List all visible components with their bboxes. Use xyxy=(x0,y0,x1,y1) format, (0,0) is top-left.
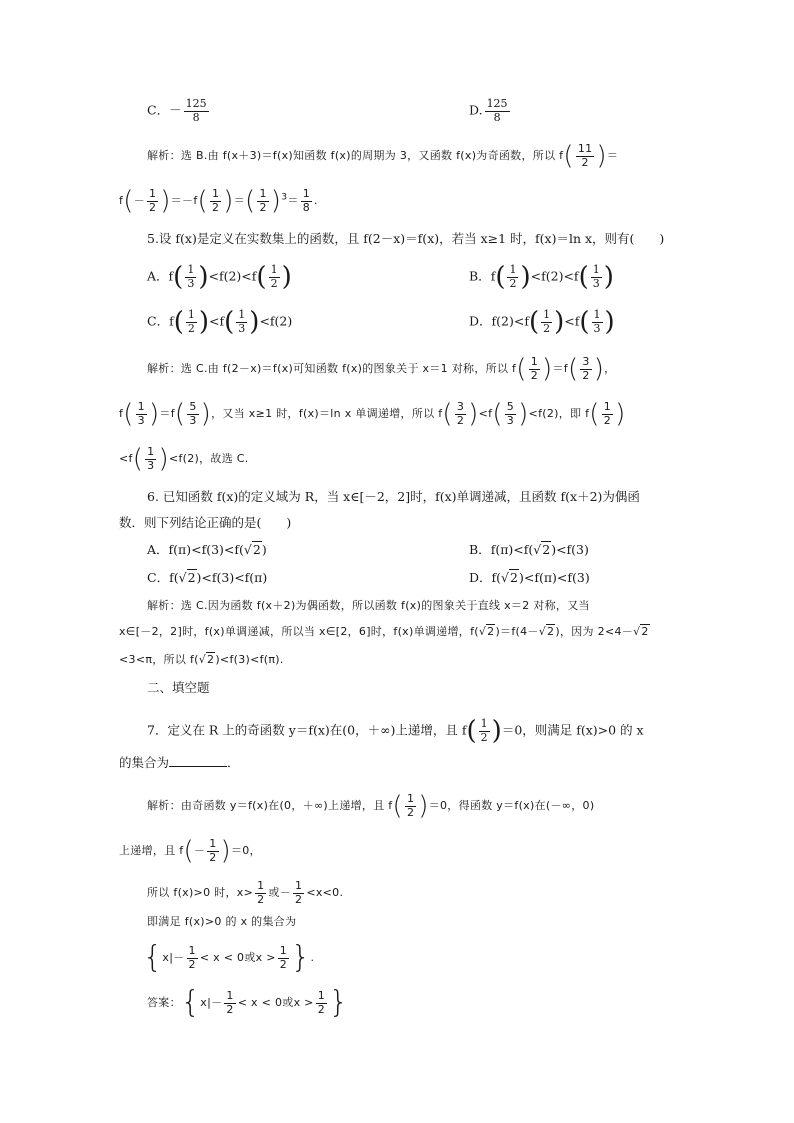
q5-explanation-line2: f( $\frac{1}{3}$ )＝f( $\frac{5}{3}$ )，又当 x≥1 时，f(x)＝ln x 单调递增，所以 f( $\frac{3}{2}$ )<f( $\frac{5}{3}$ )<f(2)，即 f( $\frac{1}{2}$ ) xyxy=(119,399,626,430)
q4-option-d[interactable] xyxy=(469,98,512,124)
option-label: D. xyxy=(469,102,483,118)
q6-option-c[interactable]: C．f(√2)<f(3)<f(π) xyxy=(147,570,268,585)
q4-option-c[interactable] xyxy=(147,98,211,124)
q7-explanation-line4: 即满足 f(x)>0 的 x 的集合为 xyxy=(147,915,297,928)
q6-option-b[interactable]: B．f(π)<f(√2)<f(3) xyxy=(469,542,589,557)
q7-explanation-line2: 上递增，且 f(－ $\frac{1}{2}$ )＝0， xyxy=(119,836,261,867)
q4-explanation-line2: f(－ $\frac{1}{2}$ )＝－f( $\frac{1}{2}$ )＝( $\frac{1}{2}$ )$^3$＝ $\frac{1}{8}$ . xyxy=(119,186,318,217)
option-label: C． xyxy=(147,102,170,118)
q5-option-b[interactable]: B．f( $\frac{1}{2}$ )<f(2)<f( $\frac{1}{3}$ ) xyxy=(469,262,614,293)
q7-explanation-line3: 所以 f(x)>0 时，x> $\frac{1}{2}$ 或－ $\frac{1}{2}$ <x<0. xyxy=(147,879,344,906)
q5-explanation-line3: <f( $\frac{1}{3}$ )<f(2)，故选 C. xyxy=(119,444,249,475)
q7-answer: 答案：{x|－ $\frac{1}{2}$ < x < 0或x > $\frac{1}{2}$ } xyxy=(147,985,349,1021)
q5-option-c[interactable]: C．f( $\frac{1}{2}$ )<f( $\frac{1}{3}$ )<f(2) xyxy=(147,307,293,338)
fraction: $\frac{125}{8}$ xyxy=(185,97,207,124)
q5-option-a[interactable]: A．f( $\frac{1}{3}$ )<f(2)<f( $\frac{1}{2}$ ) xyxy=(147,262,292,293)
section-title: 二、填空题 xyxy=(147,680,210,695)
q6-option-d[interactable]: D．f(√2)<f(π)<f(3) xyxy=(469,570,590,585)
minus-sign: － xyxy=(169,102,182,118)
q4-explanation-line1: 解析：选 B.由 f(x＋3)＝f(x)知函数 f(x)的周期为 3，又函数 f(x)为奇函数，所以 f( $\frac{11}{2}$ )＝ xyxy=(147,141,619,172)
q5-explanation-line1: 解析：选 C.由 f(2－x)＝f(x)可知函数 f(x)的图象关于 x＝1 对称，所以 f( $\frac{1}{2}$ )＝f( $\frac{3}{2}$ )， xyxy=(147,354,616,385)
answer-label: 答案： xyxy=(147,996,181,1010)
q7-stem-line2: 的集合为 ． xyxy=(119,755,240,770)
q7-explanation-line1: 解析：由奇函数 y＝f(x)在(0，＋∞)上递增，且 f( $\frac{1}{2}$ )＝0，得函数 y＝f(x)在(－∞，0) xyxy=(147,791,595,822)
fraction: $\frac{125}{8}$ xyxy=(486,97,508,124)
q6-explanation-line2: x∈[－2，2]时，f(x)单调递减，所以当 x∈[2，6]时，f(x)单调递增，f(√2)＝f(4－√2)，因为 2<4－√2 xyxy=(119,625,649,638)
q5-option-d[interactable]: D．f(2)<f( $\frac{1}{2}$ )<f( $\frac{1}{3}$ ) xyxy=(469,307,615,338)
q6-option-a[interactable]: A．f(π)<f(3)<f(√2) xyxy=(147,542,267,557)
q7-solution-set: {x|－ $\frac{1}{2}$ < x < 0或x > $\frac{1}{2}$ }. xyxy=(143,940,315,976)
q6-stem-line1: 6. 已知函数 f(x)的定义域为 R，当 x∈[－2，2]时，f(x)单调递减，且函数 f(x＋2)为偶函 xyxy=(147,489,640,504)
q7-stem-line1: 7．定义在 R 上的奇函数 y＝f(x)在(0，＋∞)上递增，且 f( $\frac{1}{2}$ )＝0，则满足 f(x)>0 的 x xyxy=(147,716,644,747)
q6-explanation-line1: 解析：选 C.因为函数 f(x＋2)为偶函数，所以函数 f(x)的图象关于直线 x＝2 对称，又当 xyxy=(147,599,590,612)
answer-blank[interactable] xyxy=(169,754,227,767)
q6-stem-line2: 数．则下列结论正确的是( ) xyxy=(119,515,292,530)
q5-stem: 5.设 f(x)是定义在实数集上的函数，且 f(2－x)＝f(x)，若当 x≥1 时，f(x)＝ln x，则有( ) xyxy=(147,231,665,246)
q6-explanation-line3: <3<π，所以 f(√2)<f(3)<f(π). xyxy=(119,653,284,666)
